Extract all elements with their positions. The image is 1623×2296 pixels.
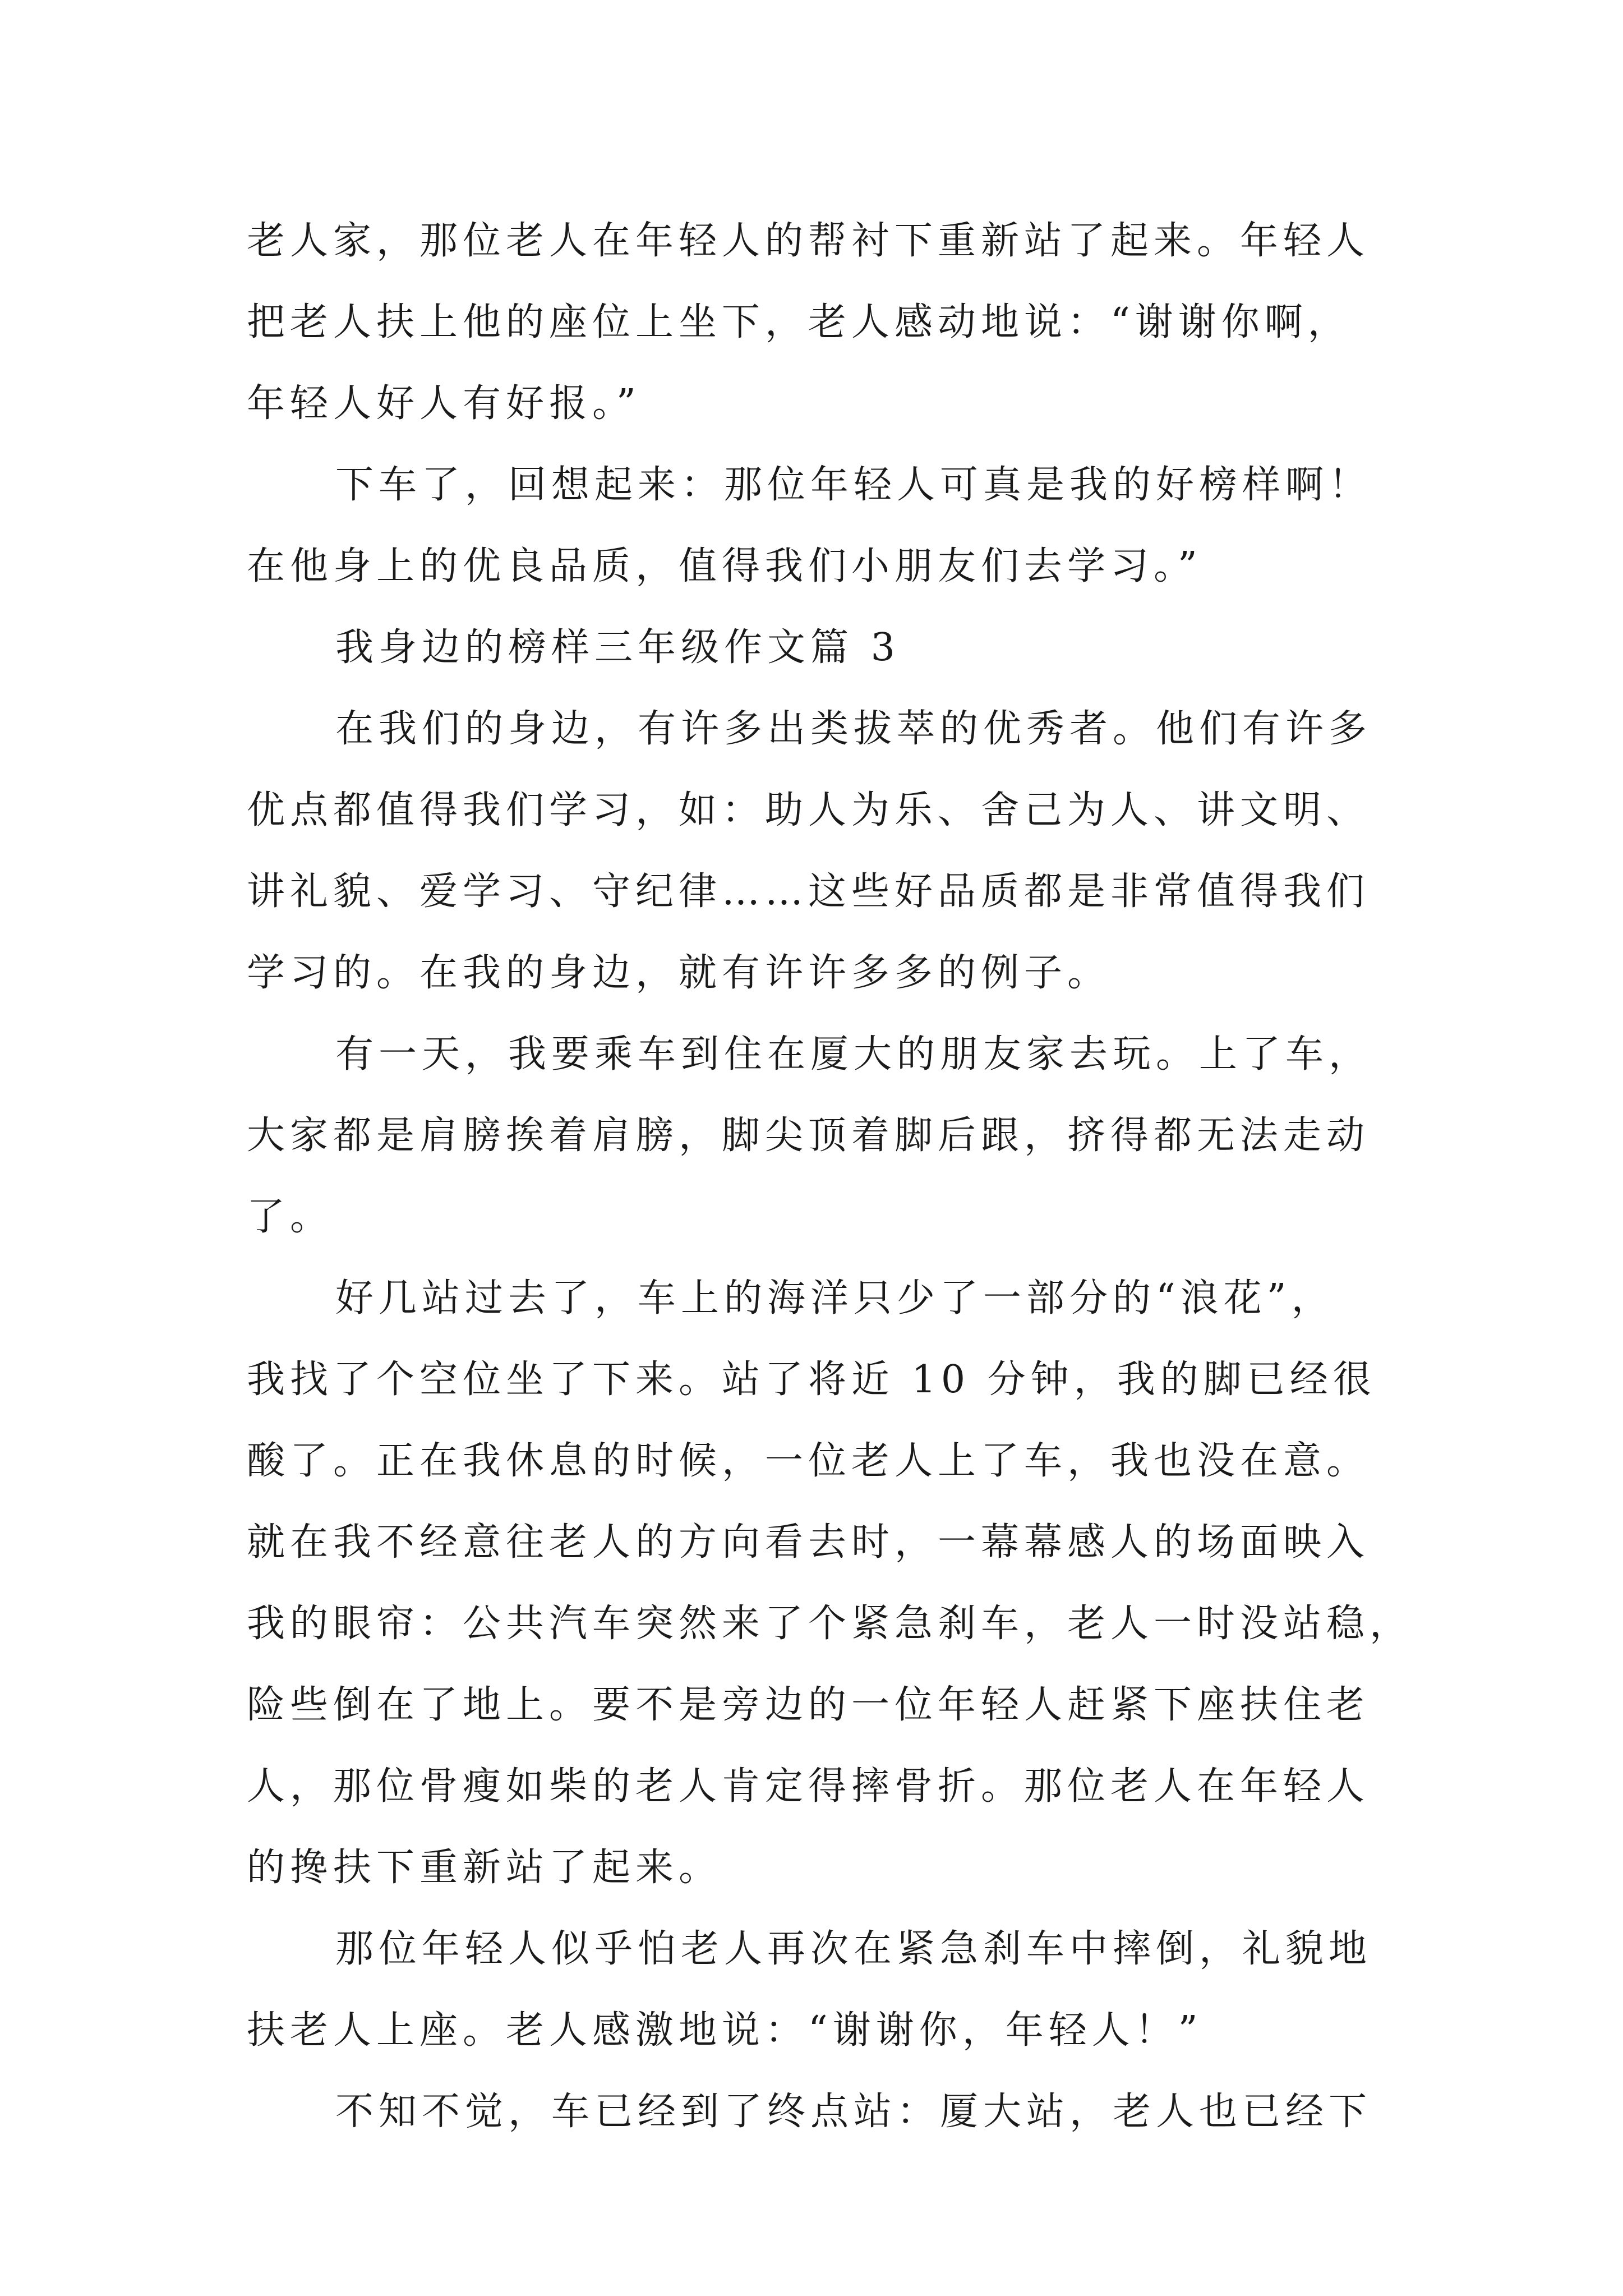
text-line: 了。 [247,1195,334,1239]
text-line: 有一天，我要乘车到住在厦大的朋友家去玩。上了车， [335,1032,1372,1076]
text-line: 人，那位骨瘦如柴的老人肯定得摔骨折。那位老人在年轻人 [247,1764,1370,1809]
text-line: 学习的。在我的身边，就有许许多多的例子。 [247,951,1111,995]
text-line: 扶老人上座。老人感激地说：“谢谢你，年轻人！” [247,2008,1203,2053]
text-line: 就在我不经意往老人的方向看去时，一幕幕感人的场面映入 [247,1520,1370,1565]
text-line: 酸了。正在我休息的时候，一位老人上了车，我也没在意。 [247,1439,1370,1483]
text-line: 年轻人好人有好报。” [247,381,641,426]
text-line: 老人家，那位老人在年轻人的帮衬下重新站了起来。年轻人 [247,219,1370,263]
text-line: 那位年轻人似乎怕老人再次在紧急刹车中摔倒，礼貌地 [335,1927,1372,1971]
text-line: 我找了个空位坐了下来。站了将近 10 分钟，我的脚已经很 [247,1358,1376,1402]
text-line: 好几站过去了，车上的海洋只少了一部分的“浪花”， [335,1276,1335,1320]
text-line: 不知不觉，车已经到了终点站：厦大站，老人也已经下 [335,2090,1372,2134]
text-line: 把老人扶上他的座位上坐下，老人感动地说：“谢谢你啊， [247,300,1351,344]
text-line: 我的眼帘：公共汽车突然来了个紧急刹车，老人一时没站稳， [247,1602,1413,1646]
section-heading: 我身边的榜样三年级作文篇 3 [335,625,900,670]
text-line: 优点都值得我们学习，如：助人为乐、舍己为人、讲文明、 [247,788,1370,832]
text-line: 的搀扶下重新站了起来。 [247,1846,722,1890]
text-line: 大家都是肩膀挨着肩膀，脚尖顶着脚后跟，挤得都无法走动 [247,1114,1370,1158]
text-line: 在我们的身边，有许多出类拔萃的优秀者。他们有许多 [335,707,1372,751]
text-line: 下车了，回想起来：那位年轻人可真是我的好榜样啊！ [335,463,1372,507]
text-line: 险些倒在了地上。要不是旁边的一位年轻人赶紧下座扶住老 [247,1683,1370,1727]
text-line: 讲礼貌、爱学习、守纪律……这些好品质都是非常值得我们 [247,869,1370,914]
text-line: 在他身上的优良品质，值得我们小朋友们去学习。” [247,544,1202,588]
